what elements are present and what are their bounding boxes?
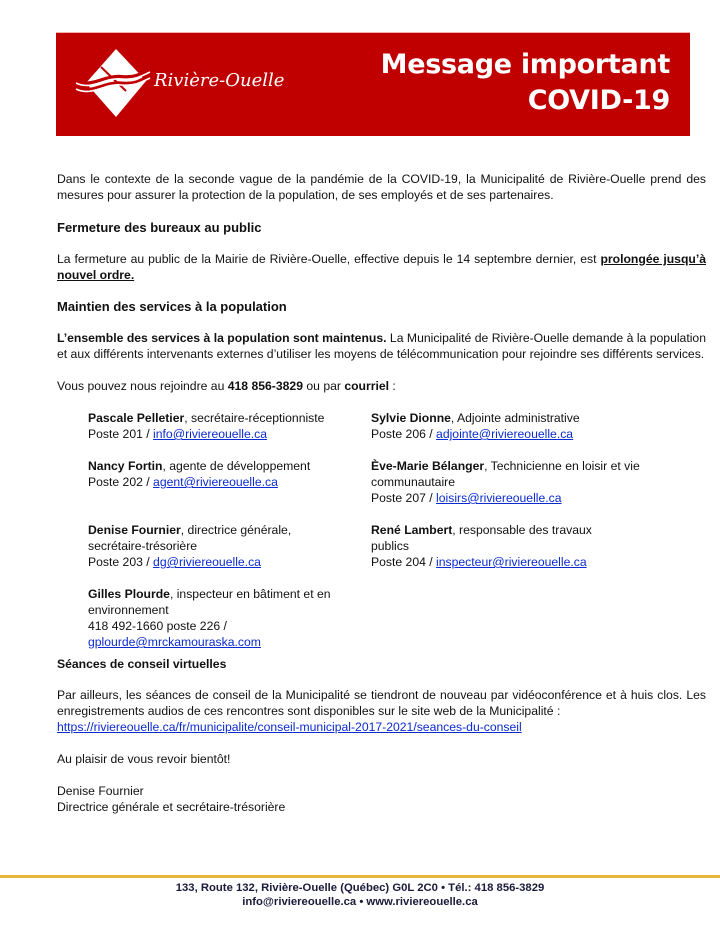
letter-body — [57, 171, 706, 815]
signature-name: Denise Fournier — [57, 784, 144, 798]
contact-email-link[interactable]: loisirs@riviereouelle.ca — [436, 491, 562, 505]
contact-poste: Poste 206 / — [371, 427, 437, 441]
intro-paragraph: Dans le contexte de la seconde vague de la pandémie de la COVID-19, la Municipalité de Rivière-Ouelle prend des mesures pour assurer la protection de la population, de ses employés et de ses partenaires. — [57, 172, 706, 202]
maintien-paragraph — [57, 330, 706, 362]
reach-paragraph — [57, 378, 706, 394]
courriel-label: courriel — [344, 379, 390, 393]
contact-name: Sylvie Dionne — [371, 411, 451, 425]
footer — [0, 881, 720, 909]
title-line-1: Message important — [380, 49, 670, 80]
contact-poste: Poste 201 / — [88, 427, 154, 441]
page-title — [381, 47, 670, 119]
footer-address: 133, Route 132, Rivière-Ouelle (Québec) G0L 2C0 • Tél.: 418 856-3829 — [175, 882, 545, 894]
contact-list — [88, 410, 706, 649]
contact-name: Ève-Marie Bélanger — [371, 459, 485, 473]
reach-prefix: Vous pouvez nous rejoindre au — [57, 379, 228, 393]
contact-role: , inspecteur en bâtiment et en environnement — [88, 587, 331, 617]
contact-name: Nancy Fortin — [88, 459, 163, 473]
footer-divider — [0, 875, 720, 878]
closing-line: Au plaisir de vous revoir bientôt! — [57, 752, 231, 766]
contact-name: René Lambert — [371, 523, 453, 537]
contact-role: , directrice générale, secrétaire-trésorière — [88, 523, 292, 553]
maintien-lead-text: La Municipalité de Rivière-Ouelle demande à la population et aux différents intervenants externes d’utiliser les moyens de télécommunication pour rejoindre ses différents services. — [57, 331, 706, 361]
diamond-wave-icon — [74, 45, 154, 125]
contacts-right-column — [371, 410, 651, 586]
municipality-logo — [74, 45, 314, 125]
fermeture-text: La fermeture au public de la Mairie de Rivière-Ouelle, effective depuis le 14 septembre dernier, est — [57, 252, 601, 266]
contact-role: , Adjointe administrative — [450, 411, 580, 425]
contact-name: Pascale Pelletier — [88, 411, 185, 425]
contact-item — [88, 522, 328, 570]
contact-poste: Poste 203 / — [88, 555, 154, 569]
contact-item — [88, 458, 368, 490]
contact-poste: Poste 202 / — [88, 475, 154, 489]
reach-mid: ou par — [302, 379, 345, 393]
header-banner — [56, 32, 690, 136]
contact-poste: Poste 207 / — [371, 491, 437, 505]
logo-text: Rivière-Ouelle — [154, 70, 285, 91]
footer-contact: info@riviereouelle.ca • www.riviereouelle.ca — [242, 896, 478, 908]
contact-role: , Technicienne en loisir et vie communautaire — [371, 459, 640, 489]
seances-paragraph: Par ailleurs, les séances de conseil de la Municipalité se tiendront de nouveau par vidéoconférence et à huis clos. Les enregistrements audios de ces rencontres sont disponibles sur le site web de la Municipalité : — [57, 688, 706, 718]
contact-poste: Poste 204 / — [371, 555, 437, 569]
contact-role: , secrétaire-réceptionniste — [184, 411, 325, 425]
contact-item — [371, 410, 651, 442]
title-line-2: COVID-19 — [527, 85, 670, 116]
section-heading-fermeture: Fermeture des bureaux au public — [57, 220, 262, 235]
contact-item — [88, 410, 368, 442]
contacts-left-column — [88, 410, 368, 666]
fermeture-paragraph — [57, 251, 706, 283]
fermeture-emphasis: prolongée jusqu’à nouvel ordre. — [57, 252, 706, 282]
contact-email-link[interactable]: info@riviereouelle.ca — [153, 427, 268, 441]
contact-role: , agente de développement — [162, 459, 311, 473]
contact-email-link[interactable]: dg@riviereouelle.ca — [153, 555, 261, 569]
contact-role: , responsable des travaux publics — [371, 523, 592, 553]
section-heading-seances: Séances de conseil virtuelles — [57, 657, 227, 671]
signature-title: Directrice générale et secrétaire-trésorière — [57, 800, 286, 814]
contact-email-link[interactable]: adjointe@riviereouelle.ca — [436, 427, 574, 441]
contact-poste: 418 492-1660 poste 226 / — [88, 619, 227, 633]
contact-item — [371, 522, 616, 570]
contact-item — [88, 586, 348, 650]
section-heading-maintien: Maintien des services à la population — [57, 299, 287, 314]
reach-suffix: : — [389, 379, 396, 393]
contact-email-link[interactable]: agent@riviereouelle.ca — [153, 475, 278, 489]
seances-link-line — [57, 719, 706, 735]
contact-name: Denise Fournier — [88, 523, 181, 537]
contact-email-link[interactable]: gplourde@mrckamouraska.com — [88, 635, 261, 649]
main-phone: 418 856-3829 — [227, 379, 303, 393]
seances-link[interactable]: https://riviereouelle.ca/fr/municipalite/conseil-municipal-2017-2021/seances-du-conseil — [57, 720, 522, 734]
maintien-lead-bold: L’ensemble des services à la population sont maintenus. — [57, 331, 387, 345]
contact-email-link[interactable]: inspecteur@riviereouelle.ca — [436, 555, 587, 569]
contact-item — [371, 458, 641, 506]
contact-name: Gilles Plourde — [88, 587, 170, 601]
